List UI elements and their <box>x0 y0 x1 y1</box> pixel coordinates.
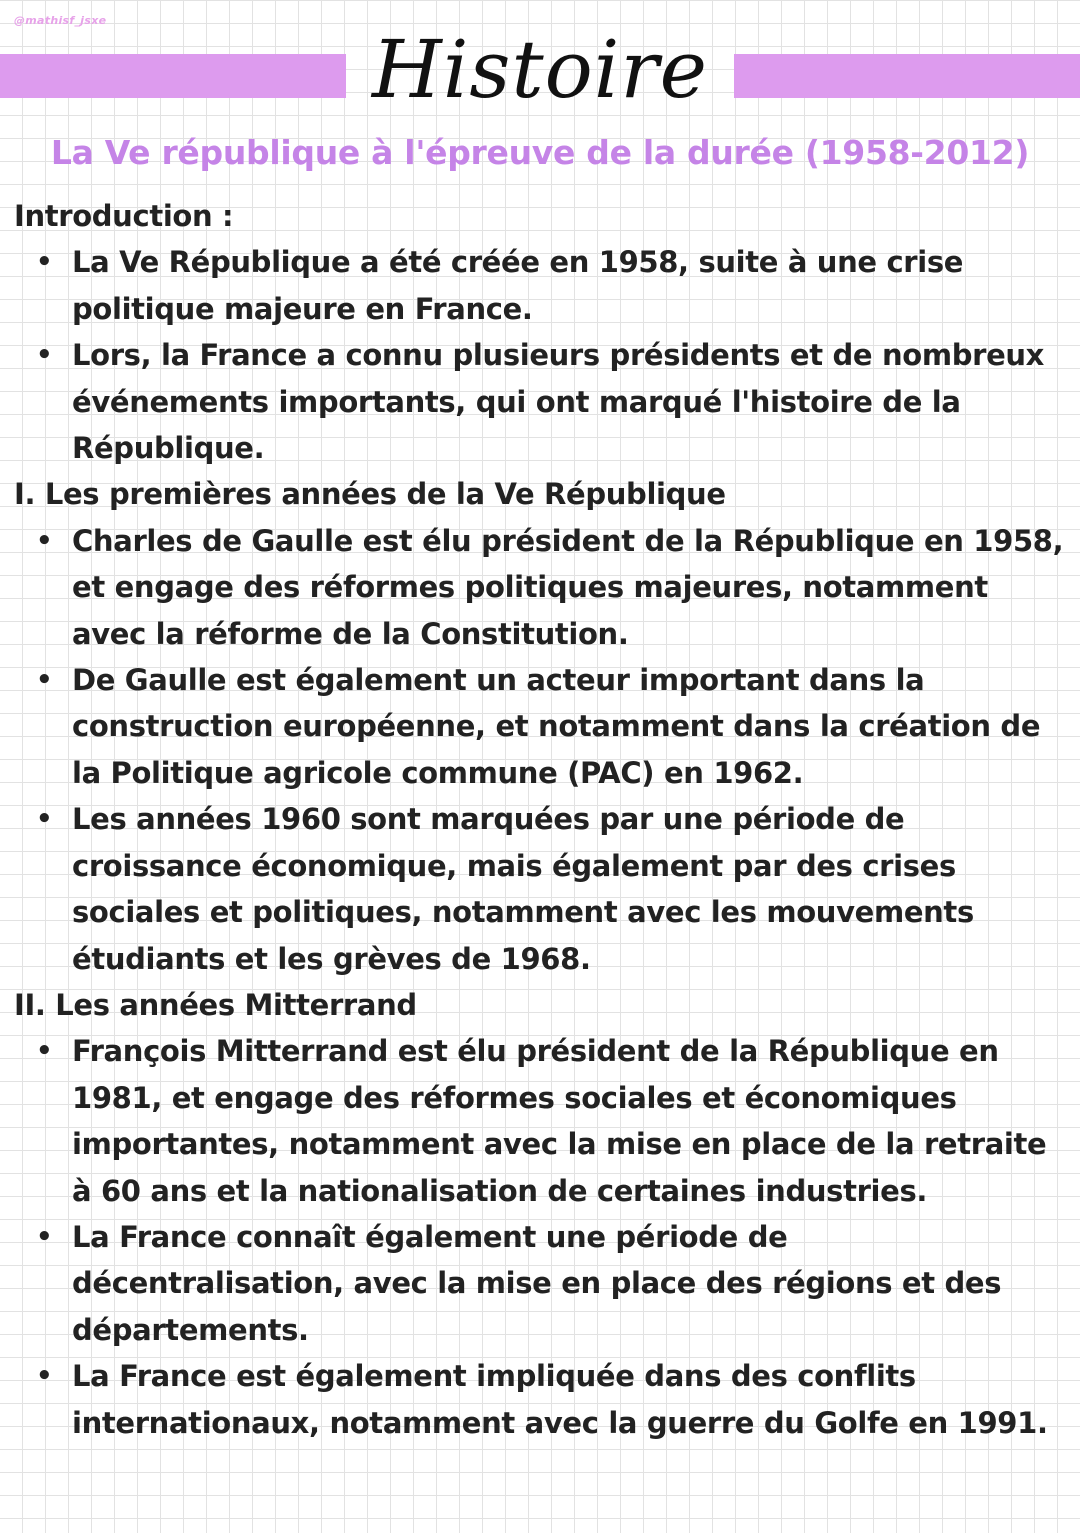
bullet-icon: • <box>36 804 53 835</box>
section-annees-mitterrand <box>14 982 1066 1446</box>
list-item <box>14 518 1066 657</box>
notes-content <box>14 193 1066 1446</box>
list-item-text: La France connaît également une période de décentralisation, avec la mise en place des régions et des départements. <box>72 1219 1002 1347</box>
section-heading: I. Les premières années de la Ve République <box>14 477 726 512</box>
bullet-icon: • <box>36 1036 53 1067</box>
bullet-list <box>14 1028 1066 1446</box>
bullet-icon: • <box>36 1221 53 1252</box>
page-title: Histoire <box>372 23 708 116</box>
watermark: @mathisf_jsxe <box>14 14 107 27</box>
list-item <box>14 1214 1066 1353</box>
section-heading: Introduction : <box>14 199 234 233</box>
bullet-list <box>14 518 1066 982</box>
list-item-text: La Ve République a été créée en 1958, suite à une crise politique majeure en France. <box>72 245 964 326</box>
list-item-text: De Gaulle est également un acteur important dans la construction européenne, et notamment dans la création de la Politique agricole commune (PAC) en 1962. <box>72 663 1041 790</box>
title-band-left <box>0 54 346 98</box>
bullet-icon: • <box>36 1361 53 1392</box>
bullet-list <box>14 239 1066 471</box>
list-item <box>14 1353 1066 1446</box>
bullet-icon: • <box>36 340 53 371</box>
list-item-text: François Mitterrand est élu président de la République en 1981, et engage des réformes sociales et économiques importantes, notamment avec la mise en place de la retraite à 60 ans et la nationalisation de certaines industries. <box>72 1034 1047 1208</box>
bullet-icon: • <box>36 247 53 278</box>
list-item <box>14 239 1066 332</box>
list-item <box>14 796 1066 982</box>
list-item-text: Lors, la France a connu plusieurs présidents et de nombreux événements importants, qui ont marqué l'histoire de la République. <box>72 338 1045 466</box>
page-subtitle: La Ve république à l'épreuve de la durée (1958-2012) <box>50 133 1030 172</box>
list-item-text: La France est également impliquée dans des conflits internationaux, notamment avec la guerre du Golfe en 1991. <box>72 1359 1048 1440</box>
bullet-icon: • <box>36 665 53 696</box>
section-premieres-annees <box>14 471 1066 981</box>
bullet-icon: • <box>36 525 53 556</box>
list-item <box>14 657 1066 796</box>
list-item <box>14 332 1066 471</box>
section-heading: II. Les années Mitterrand <box>14 987 417 1022</box>
list-item-text: Charles de Gaulle est élu président de la République en 1958, et engage des réformes politiques majeures, notamment avec la réforme de la Constitution. <box>72 523 1064 651</box>
list-item <box>14 1028 1066 1214</box>
section-introduction <box>14 193 1066 471</box>
list-item-text: Les années 1960 sont marquées par une période de croissance économique, mais également par des crises sociales et politiques, notamment avec les mouvements étudiants et les grèves de 1968. <box>72 802 974 976</box>
title-band-right <box>734 54 1080 98</box>
